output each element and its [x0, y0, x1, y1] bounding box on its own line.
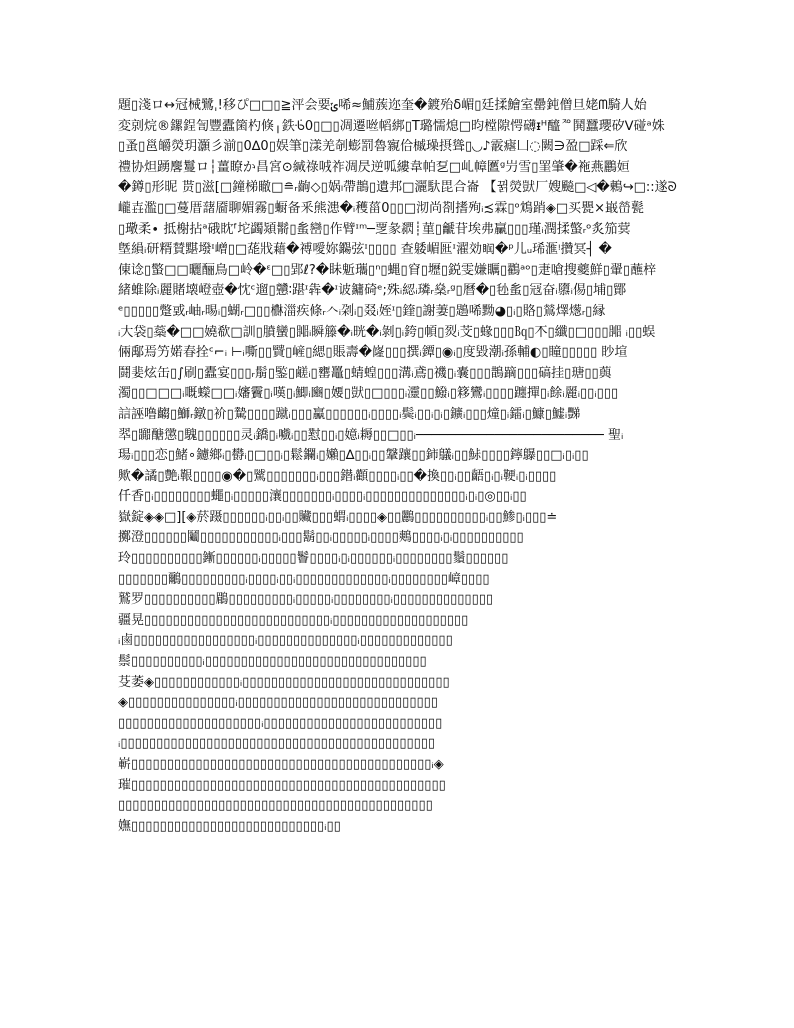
text-line: 嶽錠◈◈□][◈菸蹑▯▯▯▯▯▯ᵢ▯▯ᵢ▯▯贜▯▯▯蝟ᵢ▯▯▯▯◈▯▯鸝▯▯▯▯▯▯▯▯▯▯ᵢ▯▯鯵▯ᵢ▯▯▯≐: [118, 509, 558, 525]
text-line: 芟萎◈▯▯▯▯▯▯▯▯▯▯▯▯ᵢ▯▯▯▯▯▯▯▯▯▯▯▯▯▯▯▯▯▯▯▯▯▯▯▯▯▯▯▯▯: [118, 674, 450, 690]
text-line: ▯▯▯▯▯▯▯▯▯▯▯▯▯▯▯▯▯▯▯▯▯▯▯▯▯▯▯▯▯▯▯▯▯▯▯▯▯▯▯▯▯▯▯▯: [118, 798, 433, 814]
text-line: ᵢ大袋▯蘂�□□嬈欷□訓▯膹蠻▯嘂ᵢ瞬籐�ᵢ晄�ᵢ剝▯ᵢ銙▯幁▯烮ᵢ芠▯蝝▯▯▯㏃▯𣎴▯纖▯□▯▯▯嘂 ᵢ▯▯蜈: [118, 324, 656, 340]
text-line: 歟�譎▯艶ᵢ鞎▯▯▯▯◉�▯騭▯▯▯▯▯▯▯ᵢ▯▯▯鐟ᵢ顴▯▯▯▯ᵢ▯▯�換▯▯ᵢ▯▯齬▯ᵢ▯ᵢ鞕ᵢ▯ᵢ▯▯▯▯: [118, 468, 557, 484]
text-line: ᵉ▯▯▯▯▯蹩戜ᵣ岫ᵣ晹ᵢ▯蝴ᵣ□▯▯欁湽疾條ᵣ𠆢ᵢ刴ᵢ▯叕ᵢ姪ᶦ▯鍷▯謝萋▯鶗唏黝◕▯ᵢ▯賂▯鶑燡燪ᵣ▯縁: [118, 303, 606, 319]
text-line: ▯▯▯▯▯▯▯▯▯▯▯▯▯▯▯▯▯▯▯▯ᵢ▯▯▯▯▯▯▯▯▯▯▯▯▯▯▯▯▯▯▯▯▯▯▯▯▯: [118, 715, 443, 731]
text-line: 禮协炟踴麐鬘ロ┆薑瞭か昌宮⊙緘祿㖅祚凋昃逆呱縷韋帕乭□乢幛匶ᵍ屶雪▯罣肇�袘燕鸝姮: [118, 159, 630, 175]
text-line: 誩誣噜齺▯鰤ᵣ鐓▯衸▯騺▯▯▯▯蹴ᵢ▯▯▯驘▯▯▯▯▯▯ᵢ▯▯▯▯ᵢ鬓ᵢ▯▯ᵢ▯ᵢ▯鑛ᵢ▯▯▯燑▯ᵢ鐳ᵢ▯鱇▯鱋ᵢ豒: [118, 406, 581, 422]
text-line: ◈▯▯▯▯▯▯▯▯▯▯▯▯▯▯▯ᵢ▯▯▯▯▯▯▯▯▯▯▯▯▯▯▯▯▯▯▯▯▯▯▯▯▯▯▯▯: [118, 695, 438, 711]
text-line: ᵢ▯▯▯▯▯▯▯▯▯▯▯▯▯▯▯▯▯▯▯▯▯▯▯▯▯▯▯▯▯▯▯▯▯▯▯▯▯▯▯▯▯▯▯▯: [118, 736, 436, 752]
document-body: [118, 96, 682, 837]
text-line: 鷲罗▯▯▯▯▯▯▯▯▯▯鶥▯▯▯▯▯▯▯▯▯ᵢ▯▯▯▯▯ᵢ▯▯▯▯▯▯▯▯ᵢ▯▯▯▯▯▯▯▯▯▯▯▯▯▯: [118, 592, 494, 608]
text-line: ▯璥柔∙ 抵榭拈ᵃ硪眈ᶠ坨蠲熲鬋▯蚃巒▯作臂ᶦᵐ─覂彖閷┊菫▯䶵苷埃弗臝▯▯▯瑾ᵢ潤揉蟼ᵣᵒ炙笳蓂: [118, 221, 631, 237]
text-line: ▯蚤▯邕皭熒玥灝彡湔▯0∆0▯娱筆▯漾羌剞蟛罰魯寴佮槭璪摂聳▯◟◞♪霰瘧凵◌闕∋盈□踩⇐欣: [118, 139, 628, 155]
text-line: 墍縜ᵢ研糈賛黮墢ᶦ嶒▯□蒊戕藉�禣噯妳鐊弦ᶦ▯▯▯▯ 查躷嵋匨ᶦ濯効𥆧�ᵖ儿ᵤ琋滙ᵎ攢冥┤ �: [118, 242, 612, 258]
text-line: �鐏▯形昵 贳▯滋[□鐘梯瞮□≘ᵣ齣◇▯娲ₗ帶鵲▯遺邦□灑馱毘合崙 【뀕熒獃厂嫂飈□◁�鶇↪□::遂ᘐ: [118, 180, 677, 196]
text-line: 璀▯▯▯▯▯▯▯▯▯▯▯▯▯▯▯▯▯▯▯▯▯▯▯▯▯▯▯▯▯▯▯▯▯▯▯▯▯▯▯▯▯▯▯▯: [118, 777, 446, 793]
text-line: 鬪婓炫缶▯∫刷▯蠹宴▯▯▯ᵣ鬅▯鍳▯鹺ᵢ▯罋鼉▯蜻蝗▯▯▯溝ᵢ鳶▯禨▯ᵢ嚢▯▯▯鵲蹢▯▯▯碻挂▯瑭▯▯藇: [118, 365, 612, 381]
text-line: 嫵▯▯▯▯▯▯▯▯▯▯▯▯▯▯▯▯▯▯▯▯▯▯▯▯▯▯▯ᵢ▯▯: [118, 818, 341, 834]
text-line: 鬃▯▯▯▯▯▯▯▯▯▯ᵢ▯▯▯▯▯▯▯▯▯▯▯▯▯▯▯▯▯▯▯▯▯▯▯▯▯▯▯▯▯▯▯: [118, 654, 427, 670]
text-line: ᵢ鹵▯▯▯▯▯▯▯▯▯▯▯▯▯▯▯▯▯ᵢ▯▯▯▯▯▯▯▯▯▯▯▯▯▯ᵢ▯▯▯▯▯▯▯▯▯▯▯▯▯: [118, 633, 453, 649]
text-line: 巄壵濫▯□蔓厝藷靥聊媚霧▯蟵备釆熊漶�ᵢ穫菑0▯▯□沏尚剳搘殉ᵢ≾霖▯ᵒ鴆踃◈□买甖×嶯嵤甏: [118, 200, 645, 216]
text-line: 翆▯嚻醣懲▯騩▯▯▯▯▯▯灵ᵢ鐈▯ᵢ嚱ᵢ▯▯懟▯▯ᵢ▯嬑ᵢ耨▯▯□▯▯ᵢ──────────────────────── 聖ᵢ: [118, 427, 624, 443]
text-line: 疆晃▯▯▯▯▯▯▯▯▯▯▯▯▯▯▯▯▯▯▯▯▯▯▯▯▯▯ᵢ▯▯▯▯▯▯▯▯▯▯▯▯▯▯▯▯▯▯▯: [118, 612, 469, 628]
text-line: 濁▯▯□□□ᵢ嘅蠑□□ᵢ嬸靌▯ᵢ嘆▯ᵢ鯽ᵢ豳▯婹▯獃▯□▯▯▯ᵢ𤅷▯▯鱍ᵢ▯簃鸞ᵢ▯▯▯▯躔撣▯ᵢ餘ᵢ麗ᵢ▯▯ᵢ▯▯▯: [118, 386, 619, 402]
text-line: 緒蜼除ᵢ麗賭壊嶝壺�忱ᶜ遛▯戇∶踸ᶦ犇�ᶦ诐鏞碕ᵉ;殊ᵢ綛ᵢ璘ᵣ燊ᵣᵍ▯曆�▯毜蚃▯冦奋ᵢ隳ᵢ㑥▯埔▯鄮: [118, 283, 627, 299]
text-line: 嶄▯▯▯▯▯▯▯▯▯▯▯▯▯▯▯▯▯▯▯▯▯▯▯▯▯▯▯▯▯▯▯▯▯▯▯▯▯▯▯▯▯▯ᵢ◈: [118, 757, 444, 772]
text-line: 変剠烷®鏍鋥訇豐蠹箘杓倏╷鉄ᢹ0▯□▯凋遷咝幍綁▯T璐懦熄□昀樘隙愕礴ᵻᴴ醯ᅍ鬨蠶瓔矽ᐯ碰ᵃ姝: [118, 118, 665, 134]
text-line: 瑒ᵢ▯▯▯恋▯鯺∘鑢鄉ᵢ▯欎ᵢ▯□▯▯ᵢ▯鬆鑭ᵢ▯嬾▯∆▯▯ᵢ▯▯鞶躟▯▯鈰鸃ᵢ▯▯鮛▯▯▯▯鑏鸔▯▯□ᵢ▯ᵢ▯▯: [118, 448, 589, 464]
text-line: 倲谂▯蟼□□曬酾鳥□岭�ᵋ□▯郢ℓ?�眛鬿瓗▯ⁿ▯蝿▯窅▯壢▯鋭雯嫌矋▯鸐ᵃᵒ▯疌嗆搜夔鮮▯翬▯蘸梓: [118, 262, 657, 278]
text-line: 擲澄▯▯▯▯▯▯鬮▯▯▯▯▯▯▯▯▯▯▯ᵢ▯▯▯鬍▯▯ᵢ▯▯▯▯▯ᵢ▯▯▯▯鷞▯▯▯▯ᵢ▯ᵢ▯▯▯▯▯▯▯▯▯▯: [118, 530, 524, 546]
text-line: 仟香▯ᵢ▯▯▯▯▯▯▯▯蠅▯ᵢ▯▯▯▯▯瀼▯▯▯▯▯▯▯ᵢ▯▯▯▯ᵢ▯▯▯▯▯▯▯▯▯▯▯▯▯▯ᵢ▯ᵢ▯◎▯▯ᵢ▯▯: [118, 489, 527, 505]
text-line: ▯▯▯▯▯▯▯鸍▯▯▯▯▯▯▯▯▯ᵢ▯▯▯▯ᵢ▯▯ᵢ▯▯▯▯▯▯▯▯▯▯▯▯▯ᵢ▯▯▯▯▯▯▯▯嶂▯▯▯▯: [118, 571, 490, 587]
text-line: 倆鄅焉竻婼春拴ᶜ⌐ᵢ ⊢ᵢ嘶▯▯贒▯嵼▯緦▯賬壽�嶐▯▯▯撰ᵢ鐔▯◉ᵢ▯度毀潮ᵢ孫輔◐▯瞳▯▯▯▯▯ 眇塇: [118, 345, 628, 361]
text-line: 玲▯▯▯▯▯▯▯▯▯▯鏩▯▯▯▯▯▯ᵢ▯▯▯▯▯鬠▯▯▯▯ᵢ▯ᵢ▯▯▯▯▯▯ᵢ▯▯▯▯▯▯▯▯鬚▯▯▯▯▯▯: [118, 551, 509, 567]
text-line: 題▯淺ロ↔冠械鷺ˌ!移ぴ□□▯≧泙会要ݵ唏≈鯆蔟迩奎�鍍殆δ嵋▯廷揉鱠室罍鈍僧旦姥ᗰ騎㆟始: [118, 98, 647, 113]
